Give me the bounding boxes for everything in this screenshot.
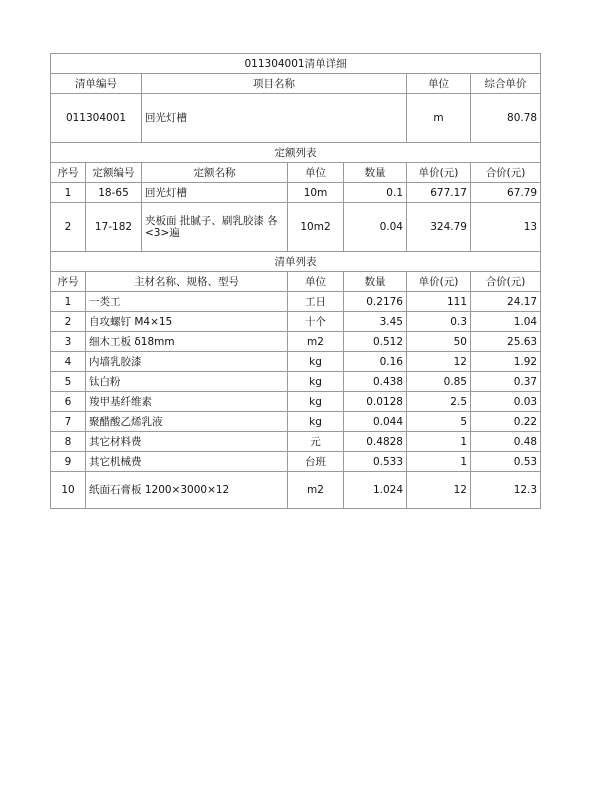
material-row — [51, 312, 541, 332]
quota-section-row — [51, 143, 541, 163]
material-no: 9 — [51, 452, 86, 472]
quota-row — [51, 183, 541, 203]
material-no: 4 — [51, 352, 86, 372]
summary-unit: m — [407, 94, 471, 143]
material-row — [51, 452, 541, 472]
quota-header-unit-price: 单价(元) — [407, 163, 471, 183]
summary-header-price: 综合单价 — [471, 74, 541, 94]
material-row — [51, 332, 541, 352]
material-qty: 0.4828 — [344, 432, 407, 452]
summary-name: 回光灯槽 — [142, 94, 407, 143]
materials-section-title: 清单列表 — [51, 252, 541, 272]
materials-section-row — [51, 252, 541, 272]
material-total: 1.92 — [471, 352, 541, 372]
material-row — [51, 352, 541, 372]
material-row — [51, 472, 541, 509]
material-no: 6 — [51, 392, 86, 412]
material-qty: 0.438 — [344, 372, 407, 392]
material-qty: 1.024 — [344, 472, 407, 509]
quota-name: 回光灯槽 — [142, 183, 288, 203]
material-no: 8 — [51, 432, 86, 452]
materials-header-qty: 数量 — [344, 272, 407, 292]
material-unit-price: 111 — [407, 292, 471, 312]
material-qty: 0.533 — [344, 452, 407, 472]
summary-header-unit: 单位 — [407, 74, 471, 94]
material-qty: 0.2176 — [344, 292, 407, 312]
material-unit-price: 12 — [407, 352, 471, 372]
quota-header-no: 序号 — [51, 163, 86, 183]
quota-header-row — [51, 163, 541, 183]
material-unit-price: 12 — [407, 472, 471, 509]
material-row — [51, 292, 541, 312]
material-no: 3 — [51, 332, 86, 352]
quota-code: 18-65 — [86, 183, 142, 203]
material-total: 1.04 — [471, 312, 541, 332]
materials-header-row — [51, 272, 541, 292]
materials-header-total: 合价(元) — [471, 272, 541, 292]
material-name: 其它材料费 — [86, 432, 288, 452]
material-unit: kg — [288, 372, 344, 392]
material-row — [51, 412, 541, 432]
material-unit: 元 — [288, 432, 344, 452]
summary-header-name: 项目名称 — [142, 74, 407, 94]
material-unit: kg — [288, 352, 344, 372]
summary-header-row — [51, 74, 541, 94]
quota-header-unit: 单位 — [288, 163, 344, 183]
material-unit: 十个 — [288, 312, 344, 332]
material-total: 0.37 — [471, 372, 541, 392]
quota-header-name: 定额名称 — [142, 163, 288, 183]
summary-header-code: 清单编号 — [51, 74, 142, 94]
material-name: 内墙乳胶漆 — [86, 352, 288, 372]
quota-unit: 10m2 — [288, 203, 344, 252]
title-row — [51, 54, 541, 74]
quota-row — [51, 203, 541, 252]
summary-row — [51, 94, 541, 143]
material-name: 其它机械费 — [86, 452, 288, 472]
material-row — [51, 432, 541, 452]
material-no: 5 — [51, 372, 86, 392]
material-no: 2 — [51, 312, 86, 332]
material-unit-price: 0.85 — [407, 372, 471, 392]
quota-total: 67.79 — [471, 183, 541, 203]
summary-price: 80.78 — [471, 94, 541, 143]
material-unit-price: 1 — [407, 432, 471, 452]
material-unit: m2 — [288, 472, 344, 509]
material-unit: kg — [288, 392, 344, 412]
quota-no: 2 — [51, 203, 86, 252]
material-name: 羧甲基纤维素 — [86, 392, 288, 412]
material-qty: 0.044 — [344, 412, 407, 432]
quota-header-code: 定额编号 — [86, 163, 142, 183]
material-qty: 3.45 — [344, 312, 407, 332]
quota-qty: 0.1 — [344, 183, 407, 203]
material-total: 12.3 — [471, 472, 541, 509]
quota-total: 13 — [471, 203, 541, 252]
material-qty: 0.16 — [344, 352, 407, 372]
summary-code: 011304001 — [51, 94, 142, 143]
quota-unit-price: 324.79 — [407, 203, 471, 252]
material-total: 24.17 — [471, 292, 541, 312]
material-unit: kg — [288, 412, 344, 432]
material-unit: 台班 — [288, 452, 344, 472]
material-name: 自攻螺钉 M4×15 — [86, 312, 288, 332]
quota-unit: 10m — [288, 183, 344, 203]
materials-header-no: 序号 — [51, 272, 86, 292]
bill-detail-table — [50, 53, 541, 509]
material-name: 纸面石膏板 1200×3000×12 — [86, 472, 288, 509]
material-total: 25.63 — [471, 332, 541, 352]
material-name: 聚醋酸乙烯乳液 — [86, 412, 288, 432]
material-unit-price: 0.3 — [407, 312, 471, 332]
material-unit-price: 50 — [407, 332, 471, 352]
quota-code: 17-182 — [86, 203, 142, 252]
materials-header-unit-price: 单价(元) — [407, 272, 471, 292]
material-unit-price: 2.5 — [407, 392, 471, 412]
material-unit: 工日 — [288, 292, 344, 312]
materials-header-unit: 单位 — [288, 272, 344, 292]
material-total: 0.48 — [471, 432, 541, 452]
quota-section-title: 定额列表 — [51, 143, 541, 163]
material-name: 一类工 — [86, 292, 288, 312]
material-qty: 0.512 — [344, 332, 407, 352]
quota-no: 1 — [51, 183, 86, 203]
material-total: 0.22 — [471, 412, 541, 432]
materials-header-name: 主材名称、规格、型号 — [86, 272, 288, 292]
material-qty: 0.0128 — [344, 392, 407, 412]
quota-header-qty: 数量 — [344, 163, 407, 183]
material-no: 7 — [51, 412, 86, 432]
material-unit-price: 5 — [407, 412, 471, 432]
material-no: 10 — [51, 472, 86, 509]
quota-qty: 0.04 — [344, 203, 407, 252]
material-name: 钛白粉 — [86, 372, 288, 392]
material-total: 0.53 — [471, 452, 541, 472]
quota-unit-price: 677.17 — [407, 183, 471, 203]
material-total: 0.03 — [471, 392, 541, 412]
quota-name: 夹板面 批腻子、刷乳胶漆 各<3>遍 — [142, 203, 288, 252]
material-no: 1 — [51, 292, 86, 312]
sheet-title: 011304001清单详细 — [51, 54, 541, 74]
material-unit: m2 — [288, 332, 344, 352]
material-name: 细木工板 δ18mm — [86, 332, 288, 352]
material-row — [51, 392, 541, 412]
quota-header-total: 合价(元) — [471, 163, 541, 183]
material-unit-price: 1 — [407, 452, 471, 472]
material-row — [51, 372, 541, 392]
